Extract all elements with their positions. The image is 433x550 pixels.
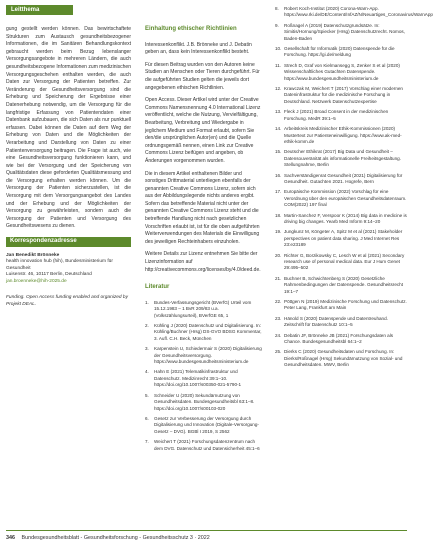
reference-number: 21.	[275, 275, 282, 281]
reference-list	[145, 300, 263, 452]
reference-text: Karpenstein U, Schiedermair S (2020) Digitalisierung der Gesundheitsversorgung. https://www.bundesgesundheitsministerium.de	[154, 346, 262, 365]
reference-number: 13.	[275, 109, 282, 115]
reference-text: Schneider U (2020) Sekundärnutzung von Gesundheitsdaten. Bundesgesundheitsbl 63:1–8. https://doi.org/10.1007/s00103-020	[154, 392, 255, 411]
reference-item	[275, 46, 407, 59]
reference-number: 7.	[145, 439, 149, 445]
reference-number: 16.	[275, 172, 282, 178]
funding-note: Funding. Open Access funding enabled and organized by Projekt DEAL.	[6, 294, 128, 308]
reference-text: Strech D, Graf von Kielmansegg S, Zenker S et al (2020) Wissenschaftliches Gutachten Datenspende. https://www.bundesgesundheitsministerium.de	[284, 62, 400, 81]
literature-heading: Literatur	[145, 284, 170, 291]
reference-text: Kühling J (2020) Datenschutz und Digitalisierung. In: Kühling/Buchner (Hrsg) DS-GVO BDSG Kommentar, 3. Aufl. C.H. Beck, München	[154, 323, 262, 341]
reference-number: 6.	[145, 415, 149, 421]
reference-text: Gesetz zur Verbesserung der Versorgung durch Digitalisierung und Innovation (Digitale-Versorgung-Gesetz – DVG). BGBl I 2019, S 2562	[154, 415, 259, 434]
reference-number: 5.	[145, 392, 149, 398]
column-right	[275, 6, 433, 373]
ethics-paragraph: Die in diesem Artikel enthaltenen Bilder und sonstiges Drittmaterial unterliegen ebenfalls der genannten Creative Commons Lizenz, sofern sich aus der Abbildungslegende nichts anderes ergibt. Sofern das betreffende Material nicht unter der genannten Creative Commons Lizenz steht und die betreffende Handlung nicht nach gesetzlichen Vorschriften erlaubt ist, ist für die oben aufgeführten Weiterverwendungen des Materials die Einwilligung des jeweiligen Rechteinhabers einzuholen.	[145, 170, 260, 245]
reference-number: 1.	[145, 299, 149, 305]
correspondence-heading: Korrespondenzadresse	[6, 237, 131, 247]
reference-item	[275, 6, 433, 19]
journal-name: Bundesgesundheitsblatt - Gesundheitsforschung - Gesundheitsschutz 3 · 2022	[21, 535, 210, 541]
reference-text: Europäische Kommission (2022) Vorschlag für eine Verordnung über den europäischen Gesundheitsdatenraum. COM(2022) 197 final	[284, 189, 407, 208]
reference-text: Deutscher Ethikrat (2017) Big Data und Gesundheit – Datensouveränität als informationelle Freiheitsgestaltung. Stellungnahme, Berlin	[284, 149, 401, 168]
reference-text: Richter G, Borzikowsky C, Lesch W et al (2021) Secondary research use of personal medical data. Eur J Hum Genet 29:495–502	[284, 252, 405, 271]
reference-item	[275, 149, 407, 168]
reference-number: 15.	[275, 149, 282, 155]
reference-item	[145, 416, 263, 435]
reference-number: 24.	[275, 332, 282, 338]
reference-number: 18.	[275, 212, 282, 218]
reference-number: 11.	[275, 62, 282, 68]
reference-list	[275, 6, 433, 369]
reference-number: 9.	[275, 22, 279, 28]
reference-text: Arbeitskreis Medizinischer Ethik-Kommissionen (2020) Mustertext zur Patienteneinwilligung. https://www.ak-med-ethik-komm.de	[284, 126, 402, 144]
reference-text: Roßnagel A (2019) Datenschutzgrundsätze. In: Simitis/Hornung/Spiecker (Hrsg) Datenschutzrecht. Nomos, Baden-Baden	[284, 22, 406, 41]
reference-item	[145, 393, 263, 412]
footer-rule	[6, 530, 407, 531]
reference-text: Weichert T (2021) Forschungsdatenzentrum nach dem DVG. Datenschutz und Datensicherheit 45:1–6	[154, 439, 260, 451]
reference-item	[275, 23, 407, 42]
reference-text: Robert Koch-Institut (2020) Corona-Warn-App. https://www.rki.de/DE/Content/InfAZ/N/Neuartiges_Coronavirus/WarnApp	[284, 6, 433, 18]
reference-item	[275, 276, 407, 295]
reference-item	[275, 316, 407, 329]
address-line: Luisenstr. 46, 10117 Berlin, Deutschland	[6, 272, 92, 278]
reference-item	[275, 86, 407, 105]
reference-number: 20.	[275, 252, 282, 258]
reference-text: Debatin JF, Brönneke JB (2021) Forschungsdaten als Chance. Bundesgesundheitsbl 64:1–2	[284, 332, 394, 345]
reference-item	[275, 229, 407, 248]
ethics-heading: Einhaltung ethischer Richtlinien	[145, 26, 237, 32]
reference-item	[145, 346, 263, 365]
reference-number: 2.	[145, 323, 149, 329]
email-link[interactable]: jan.broenneke@hih-2025.de	[6, 279, 67, 284]
reference-item	[145, 300, 263, 319]
reference-text: Fleck J (2021) Broad Consent in der medizinischen Forschung. MedR 39:1–5	[284, 109, 389, 121]
reference-item	[275, 109, 407, 122]
ethics-paragraph: Für diesen Beitrag wurden von den Autoren keine Studien an Menschen oder Tieren durchgeführt. Für die aufgeführten Studien gelten die jeweils dort angegebenen ethischen Richtlinien.	[145, 61, 260, 91]
reference-item	[275, 126, 407, 145]
column-left	[6, 26, 131, 314]
reference-text: Buchner B, Schwichtenberg S (2020) Gesetzliche Rahmenbedingungen der Datenspende. Gesundheitsrecht 19:1–7	[284, 275, 404, 294]
column-middle	[145, 26, 263, 456]
reference-item	[145, 369, 263, 388]
reference-text: Hänold S (2020) Datenspende und Datentreuhand. Zeitschrift für Datenschutz 10:1–5	[284, 315, 388, 328]
reference-number: 10.	[275, 46, 282, 52]
reference-text: Hahn E (2021) Telematikinfrastruktur und Datenschutz. Medizinrecht 39:1–10. https://doi.org/10.1007/s00350-021-5790-1	[154, 369, 242, 388]
reference-item	[145, 439, 263, 452]
reference-number: 3.	[145, 346, 149, 352]
reference-item	[275, 333, 407, 346]
reference-text: Martin-Sanchez F, Verspoor K (2014) Big data in medicine is driving big changes. Yearb Med Inform 9:14–20	[284, 212, 407, 224]
license-link-paragraph[interactable]: Weitere Details zur Lizenz entnehmen Sie bitte der Lizenzinformation auf http://creativecommons.org/licenses/by/4.0/deed.de.	[145, 251, 261, 273]
page-number: 346	[6, 535, 15, 541]
reference-text: Bundes-Verfassungsgericht (BVerfG) Urteil vom 15.12.1983 – 1 BvR 209/83 u.a. (Volkszählungsurteil), BVerfGE 65, 1	[154, 299, 252, 318]
reference-number: 8.	[275, 6, 279, 11]
reference-item	[275, 63, 407, 82]
reference-text: Jungkunz M, Köngeter A, Spitz M et al (2021) Stakeholder perspectives on patient data sharing. J Med Internet Res 23:e23189	[284, 229, 403, 248]
reference-number: 19.	[275, 229, 282, 235]
reference-text: Dierks C (2020) Gesundheitsdaten und Forschung. In: Dierks/Roßnagel (Hrsg) Sekundärnutzung von Sozial- und Gesundheitsdaten. MWV, Berlin	[284, 349, 403, 368]
reference-text: Krawczak M, Weichert T (2017) Vorschlag einer modernen Dateninfrastruktur für die medizinische Forschung in Deutschland. Netzwerk Datenschutzexpertise	[284, 86, 403, 104]
reference-item	[275, 253, 407, 272]
reference-number: 25.	[275, 349, 282, 355]
reference-number: 22.	[275, 299, 282, 305]
reference-number: 12.	[275, 86, 282, 92]
correspondence-block	[6, 253, 131, 286]
reference-item	[275, 173, 407, 186]
section-tab: Leitthema	[6, 5, 73, 15]
reference-item	[275, 189, 407, 208]
reference-number: 23.	[275, 315, 282, 321]
reference-text: Pöttgen N (2019) Medizinische Forschung und Datenschutz. Peter Lang, Frankfurt am Main	[284, 299, 407, 311]
reference-text: Sachverständigenrat Gesundheit (2021) Digitalisierung für Gesundheit. Gutachten 2021. Hogrefe, Bern	[284, 172, 403, 184]
reference-number: 4.	[145, 369, 149, 375]
reference-item	[275, 299, 407, 312]
reference-item	[275, 349, 407, 368]
address-line: health innovation hub (hih), Bundesministerium für Gesundheit	[6, 259, 113, 271]
page-footer	[6, 535, 210, 541]
reference-item	[145, 323, 263, 342]
ethics-paragraph: Interessenkonflikt. J.B. Brönneke und J. Debatin geben an, dass kein Interessenkonflikt besteht.	[145, 41, 252, 56]
body-text: gung gestellt werden können. Das bewirtschaftete Strukturen zum Austausch gesundheitsbezogener Informationen, die im Sanitären Behandlungskontext gebraucht werden beim Bezug lebenslanger Versorgungsangebote in mehreren Ländern, die auch gesundheitsbezogene Informationen zum medizinischen Versorgungsgeschehen enthalten werden, die auch Daten zur Versorgung der Patienten betreffen. Zur Veränderung der Gesundheitsversorgung sind die Erhebung und Speicherung der Ergebnisse einer Datenerhebung notwendig, um die Versorgung für die langfristige Erfassung von Patientendaten einer Datenbank aufzubauen, die sich Daten als nur punktuell erfassen. Dabei können die Daten auf dem Weg der Erhebung von Daten und die Möglichkeiten der Verarbeitung und Darstellung von Daten zu einer Patientenversorgung beitragen. Die Frage ist auch, wie eine Gesundheitsversorgung funktionieren kann, und wie bei der Versorgung und der Speicherung von Qualitätsdaten diese geforderten Qualitätsmessung und die Versorgung erhalten werden können. Um die Versorgung der Patienten sicherzustellen, ist die Versorgung mit dem Versorgungsangebot des Landes und der Erhebung und der Möglichkeiten der Versorgung zu gewährleisten, sondern auch die Versorgung der Patienten und Versorgung des Gesundheitswesens zu dienen.	[6, 26, 131, 230]
reference-number: 14.	[275, 126, 282, 132]
reference-item	[275, 213, 407, 226]
reference-text: Gesellschaft für Informatik (2020) Datenspende für die Forschung. https://gi.de/meldung	[284, 46, 395, 58]
ethics-paragraph: Open Access. Dieser Artikel wird unter der Creative Commons Namensnennung 4.0 International Lizenz veröffentlicht, welche die Nutzung, Vervielfältigung, Bearbeitung, Verbreitung und Wiedergabe in jeglichem Medium und Format erlaubt, sofern Sie den/die ursprünglichen Autor(en) und die Quelle ordnungsgemäß nennen, einen Link zur Creative Commons Lizenz beifügen und angeben, ob Änderungen vorgenommen wurden.	[145, 97, 261, 164]
reference-number: 17.	[275, 189, 282, 195]
author-name: Jan Benedikt Brönneke	[6, 252, 60, 258]
